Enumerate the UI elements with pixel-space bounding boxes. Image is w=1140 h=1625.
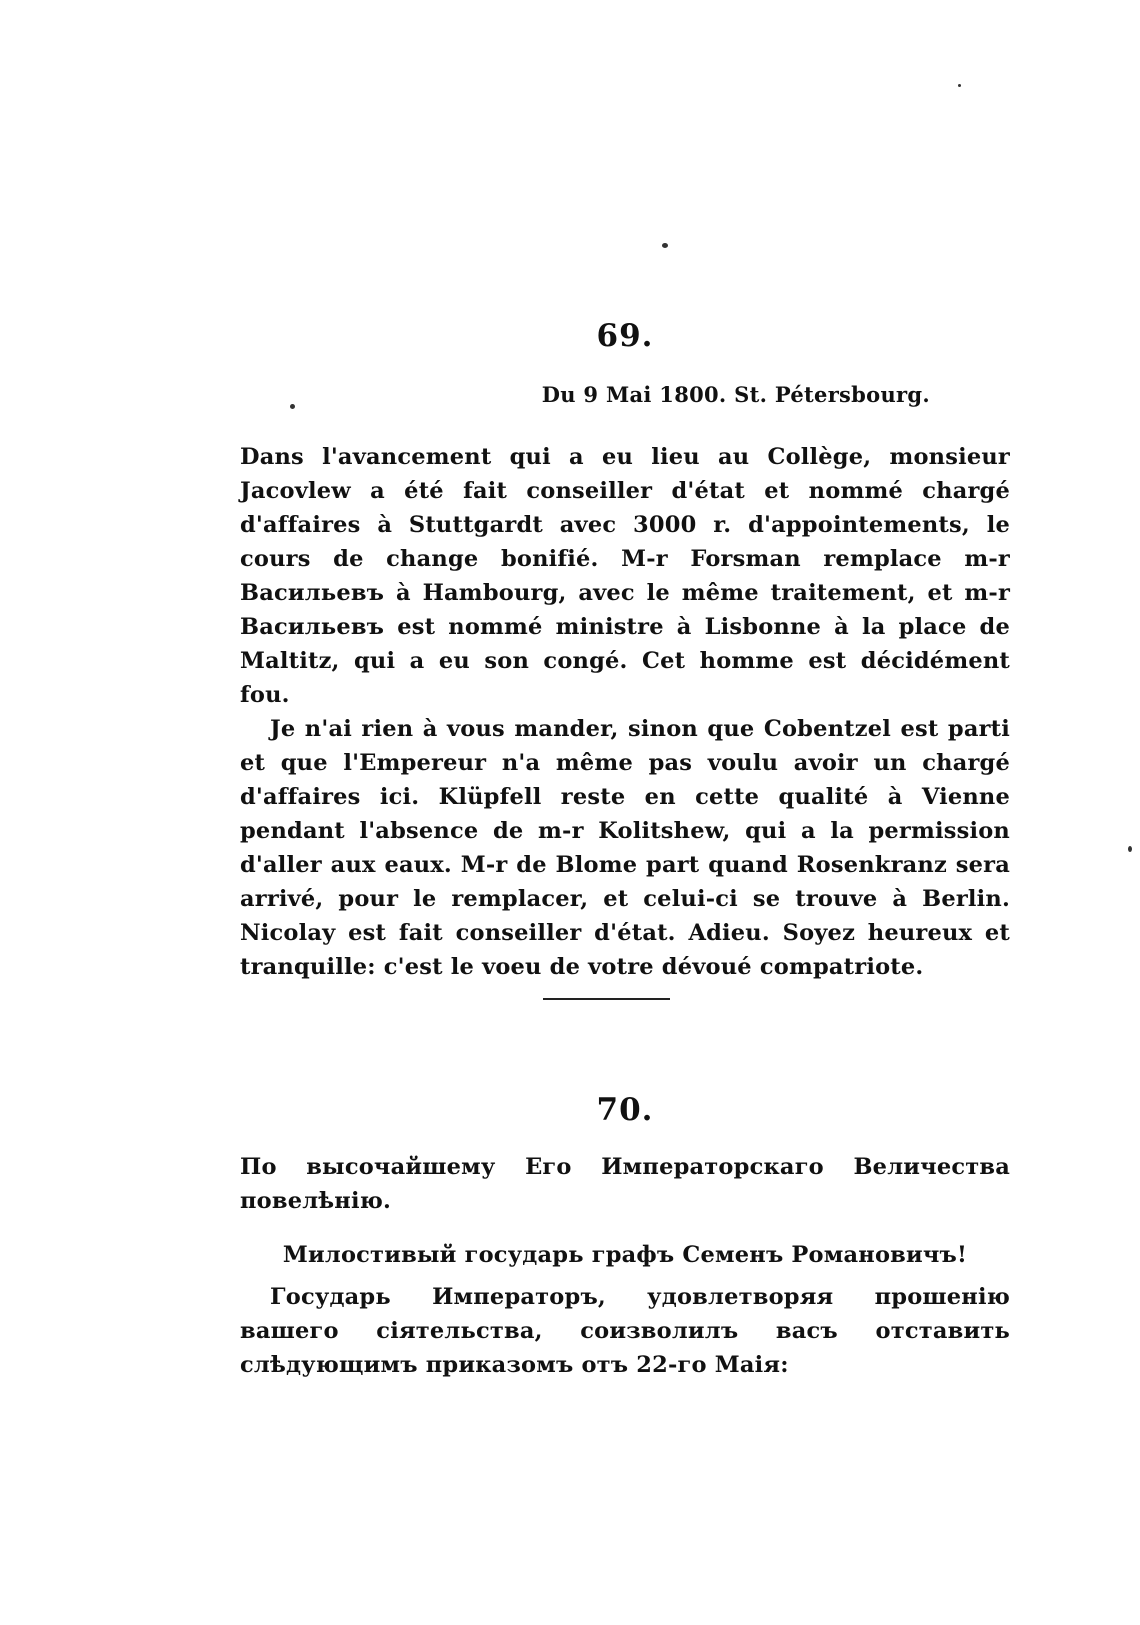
letter-70-paragraph-1: Государь Императоръ, удовлетворяя прошенію вашего сіятельства, соизволилъ васъ отставить слѣдующимъ приказомъ отъ 22-го Маія: (240, 1284, 1010, 1378)
letter-69-dateline: Du 9 Mai 1800. St. Pétersbourg. (541, 382, 930, 407)
scan-speck (958, 84, 961, 87)
letter-70-salutation: Милостивый государь графъ Семенъ Романовичъ! (282, 1242, 968, 1268)
scan-speck (1128, 846, 1132, 852)
letter-69-body (240, 440, 1010, 984)
letter-69-paragraph-1: Dans l'avancement qui a eu lieu au Collège, monsieur Jacovlew a été fait conseiller d'état et nommé chargé d'affaires à Stuttgardt avec 3000 r. d'appointements, le cours de change bonifié. M-r Forsman remplace m-r Васильевъ à Hambourg, avec le même traitement, et m-r Васильевъ est nommé ministre à Lisbonne à la place de Maltitz, qui a eu son congé. Cet homme est décidément fou. (240, 444, 1010, 708)
section-divider (543, 998, 670, 1000)
scan-speck (662, 243, 668, 248)
letter-70-number: 70. (596, 1092, 654, 1128)
letter-69-number: 69. (596, 318, 654, 354)
letter-70-heading: По высочайшему Его Императорскаго Величества повелѣнію. (240, 1154, 1010, 1214)
letter-69-paragraph-2: Je n'ai rien à vous mander, sinon que Cobentzel est parti et que l'Empereur n'a même pas voulu avoir un chargé d'affaires ici. Klüpfell reste en cette qualité à Vienne pendant l'absence de m-r Kolitshew, qui a la permission d'aller aux eaux. M-r de Blome part quand Rosenkranz sera arrivé, pour le remplacer, et celui-ci se trouve à Berlin. Nicolay est fait conseiller d'état. Adieu. Soyez heureux et tranquille: c'est le voeu de votre dévoué compatriote. (240, 716, 1010, 980)
letter-70-body (240, 1150, 1010, 1382)
